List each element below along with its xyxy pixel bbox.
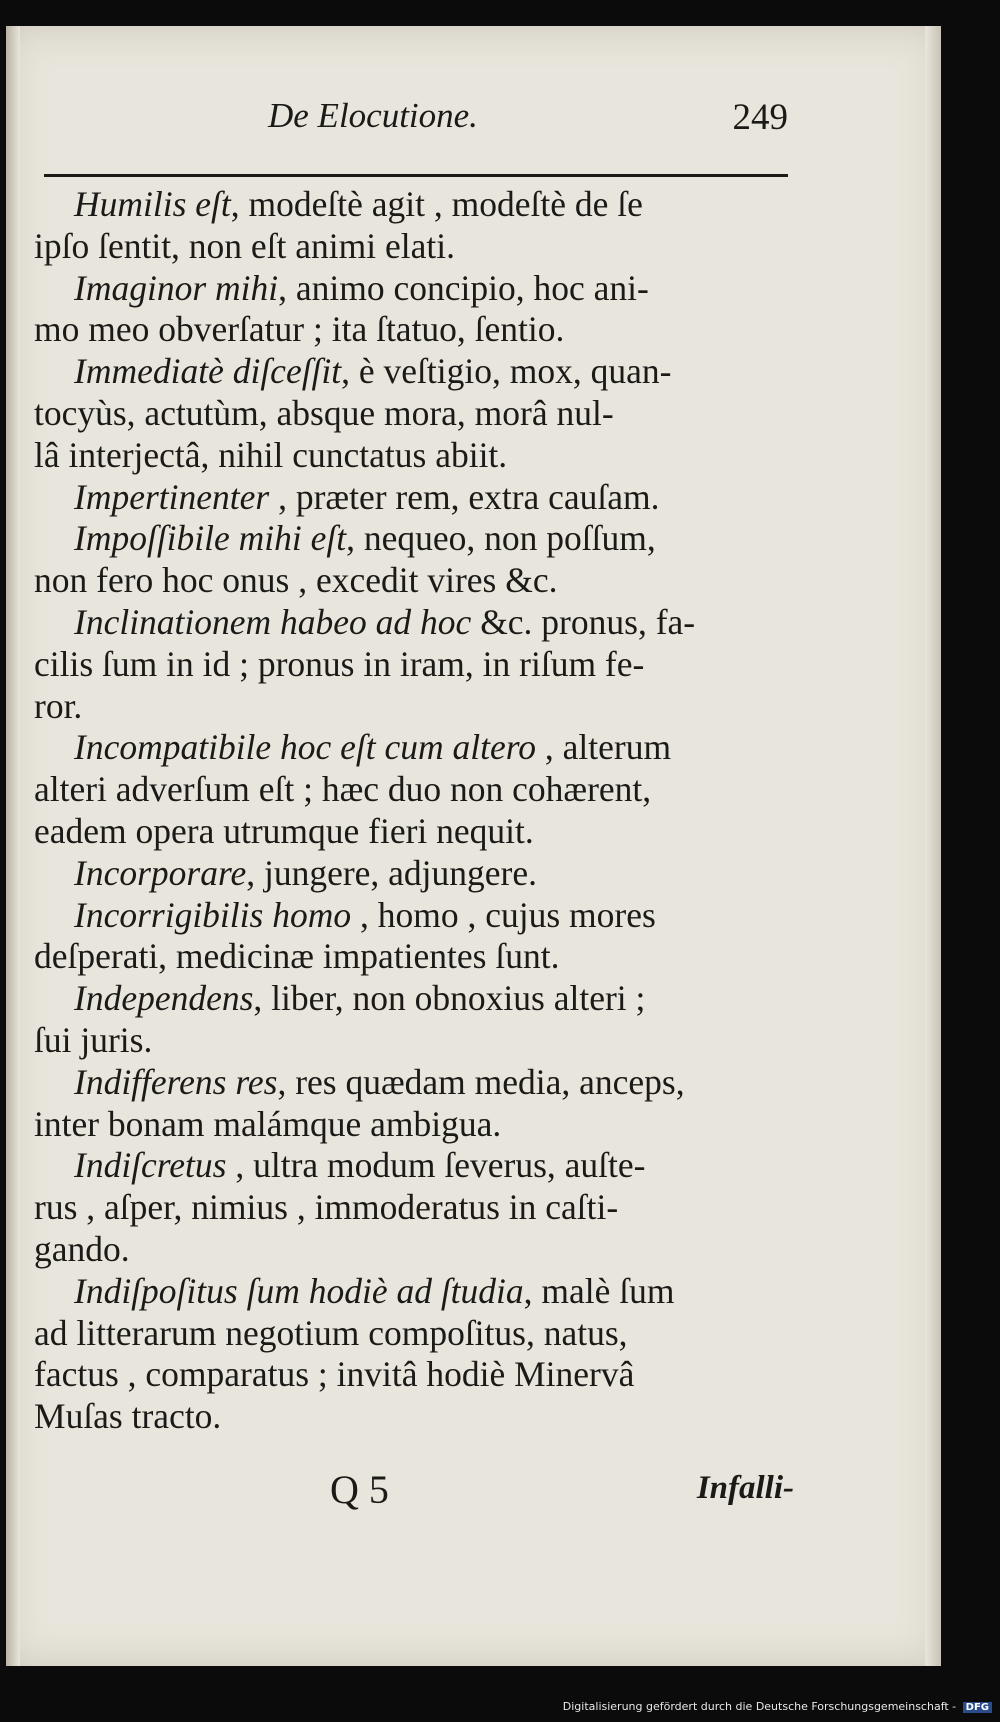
entry-text: , nequeo, non poſſum, xyxy=(346,518,656,559)
entry-text: inter bonam malámque ambigua. xyxy=(34,1103,502,1144)
text-line xyxy=(34,602,792,644)
entry-term: Inclinationem habeo ad hoc xyxy=(74,601,472,642)
entry-term: Indifferens res xyxy=(74,1061,278,1102)
text-line xyxy=(34,978,792,1020)
entry-term: Impoſſibile mihi eſt xyxy=(74,518,347,559)
entry-term: Immediatè diſceſſit xyxy=(74,351,342,392)
running-title: De Elocutione. xyxy=(268,96,478,135)
dfg-logo: DFG xyxy=(963,1702,992,1713)
text-line xyxy=(34,644,792,686)
text-line xyxy=(34,184,792,226)
entry-term: Indiſcretus xyxy=(74,1145,227,1186)
entry-text: eadem opera utrumque fieri nequit. xyxy=(34,810,534,851)
entry-term: Incorrigibilis homo xyxy=(74,894,352,935)
text-line xyxy=(34,686,792,728)
entry-text: ad litterarum negotium compoſitus, natus, xyxy=(34,1312,628,1353)
text-line xyxy=(34,1229,792,1271)
entry-text: tocyùs, actutùm, absque mora, morâ nul- xyxy=(34,392,614,433)
entry-text: deſperati, medicinæ impatientes ſunt. xyxy=(34,936,560,977)
text-line xyxy=(34,1354,792,1396)
text-line xyxy=(34,435,792,477)
entry-text: , ultra modum ſeverus, auſte- xyxy=(226,1145,646,1186)
text-line xyxy=(34,1062,792,1104)
entry-text: , è veſtigio, mox, quan- xyxy=(341,351,672,392)
entry-text: , modeſtè agit , modeſtè de ſe xyxy=(230,184,643,224)
entry-term: Independens xyxy=(74,978,254,1019)
entry-text: lâ interjectâ, nihil cunctatus abiit. xyxy=(34,434,508,475)
text-line xyxy=(34,268,792,310)
entry-text: cilis ſum in id ; pronus in iram, in riſum fe- xyxy=(34,643,645,684)
signature-mark: Q 5 xyxy=(330,1467,389,1512)
text-line xyxy=(34,895,792,937)
entry-term: Incompatibile hoc eſt cum altero xyxy=(74,727,537,768)
text-line xyxy=(34,1396,792,1438)
credit-text: Digitalisierung gefördert durch die Deutsche Forschungsgemeinschaft - xyxy=(562,1700,957,1713)
entry-text: , res quædam media, anceps, xyxy=(277,1061,685,1102)
entry-text: rus , aſper, nimius , immoderatus in caſti- xyxy=(34,1187,619,1228)
text-line xyxy=(34,1020,792,1062)
text-line xyxy=(34,393,792,435)
entry-text: Muſas tracto. xyxy=(34,1396,222,1437)
text-line xyxy=(34,351,792,393)
entry-term: Incorporare xyxy=(74,852,247,893)
text-line xyxy=(34,811,792,853)
text-line xyxy=(34,477,792,519)
entry-text: , malè ſum xyxy=(523,1270,675,1311)
page-right-edge xyxy=(925,26,941,1666)
entry-text: ſui juris. xyxy=(34,1019,153,1060)
entry-text: ipſo ſentit, non eſt animi elati. xyxy=(34,225,455,266)
text-line xyxy=(34,1313,792,1355)
page-left-edge xyxy=(6,26,20,1666)
page-header xyxy=(268,96,788,156)
catchword: Infalli- xyxy=(696,1470,794,1506)
body-text xyxy=(34,184,792,1438)
entry-text: , animo concipio, hoc ani- xyxy=(278,267,649,308)
entry-term: Impertinenter xyxy=(74,476,270,517)
entry-text: gando. xyxy=(34,1228,130,1269)
text-line xyxy=(34,1187,792,1229)
entry-text: , præter rem, extra cauſam. xyxy=(269,476,660,517)
text-line xyxy=(34,560,792,602)
text-line xyxy=(34,1145,792,1187)
entry-term: Humilis eſt xyxy=(74,184,231,224)
entry-text: , liber, non obnoxius alteri ; xyxy=(253,978,646,1019)
page-number: 249 xyxy=(732,97,788,138)
header-rule xyxy=(44,174,788,177)
entry-text: ror. xyxy=(34,685,83,726)
entry-term: Imaginor mihi xyxy=(74,267,279,308)
entry-text: mo meo obverſatur ; ita ſtatuo, ſentio. xyxy=(34,309,565,350)
entry-text: non fero hoc onus , excedit vires &c. xyxy=(34,560,558,601)
text-line xyxy=(34,936,792,978)
page-footer xyxy=(34,1466,794,1526)
entry-text: , homo , cujus mores xyxy=(351,894,656,935)
text-line xyxy=(34,226,792,268)
text-line xyxy=(34,1104,792,1146)
entry-text: , jungere, adjungere. xyxy=(246,852,537,893)
text-line xyxy=(34,309,792,351)
text-line xyxy=(34,853,792,895)
digitization-credit xyxy=(563,1700,992,1713)
text-line xyxy=(34,769,792,811)
entry-text: factus , comparatus ; invitâ hodiè Minervâ xyxy=(34,1354,635,1395)
entry-term: Indiſpoſitus ſum hodiè ad ſtudia xyxy=(74,1270,524,1311)
entry-text: , alterum xyxy=(536,727,672,768)
book-page xyxy=(6,26,941,1666)
text-line xyxy=(34,727,792,769)
entry-text: alteri adverſum eſt ; hæc duo non cohærent, xyxy=(34,769,652,810)
text-line xyxy=(34,1271,792,1313)
entry-text: &c. pronus, fa- xyxy=(471,601,696,642)
text-line xyxy=(34,518,792,560)
